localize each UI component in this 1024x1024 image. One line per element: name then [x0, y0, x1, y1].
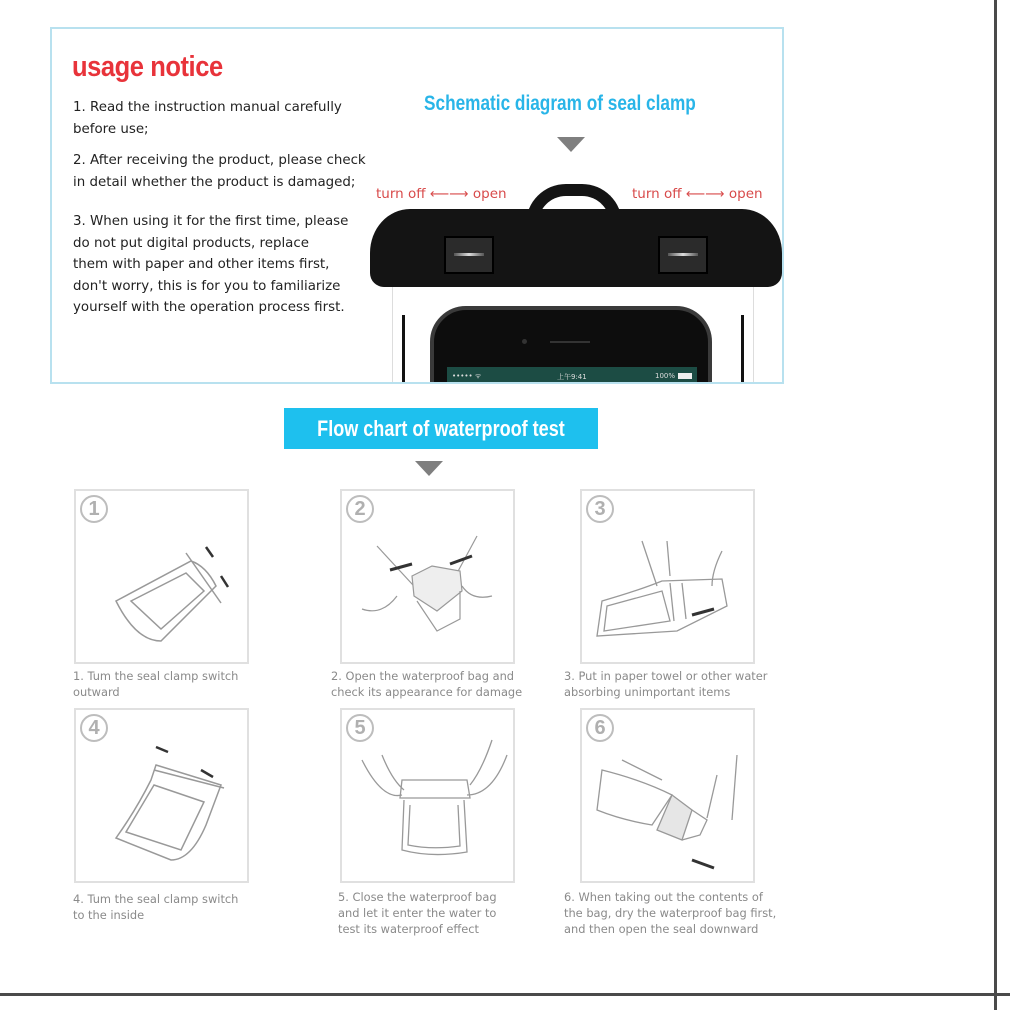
- caption-line: and then open the seal downward: [564, 922, 759, 936]
- caption-line: absorbing unimportant items: [564, 685, 731, 699]
- step-1-number: 1: [80, 495, 108, 523]
- phone-speaker: [550, 341, 590, 343]
- step-6-box: [580, 708, 755, 883]
- down-triangle-icon: [557, 137, 585, 152]
- caption-line: 4. Tum the seal clamp switch: [73, 892, 239, 906]
- notice-item-3-line2: do not put digital products, replace: [73, 235, 309, 251]
- pouch-tilted-icon: [76, 491, 251, 666]
- notice-item-3-line1: 3. When using it for the first time, please: [73, 214, 349, 229]
- usage-notice-title: usage notice: [72, 51, 223, 83]
- step-5-caption: [338, 889, 497, 937]
- seal-clamp-illustration: [370, 209, 782, 287]
- notice-item-1: [73, 97, 342, 140]
- flow-chart-title: Flow chart of waterproof test: [317, 415, 565, 441]
- open-bag-icon: [342, 491, 517, 666]
- open-label: open: [728, 186, 763, 202]
- pouch-seam-right: [741, 315, 744, 384]
- clamp-switch-left: [444, 236, 494, 274]
- step-4-caption: [73, 891, 238, 923]
- open-seal-icon: [582, 710, 757, 885]
- battery-icon: [678, 373, 692, 379]
- notice-item-1-line2: before use;: [73, 121, 149, 137]
- caption-line: 1. Tum the seal clamp switch: [73, 669, 239, 683]
- step-6-number: 6: [586, 714, 614, 742]
- step-3-number: 3: [586, 495, 614, 523]
- usage-notice-panel: [50, 27, 784, 384]
- page-border-right: [994, 0, 997, 1010]
- clamp-switch-right: [658, 236, 708, 274]
- pouch-tilted-icon: [76, 710, 251, 885]
- step-3-box: [580, 489, 755, 664]
- notice-item-2: [73, 150, 366, 193]
- notice-item-3: [73, 211, 348, 319]
- page-border-bottom: [0, 993, 1010, 996]
- step-2-box: [340, 489, 515, 664]
- step-3-caption: [564, 668, 767, 700]
- phone-camera: [522, 339, 527, 344]
- caption-line: 6. When taking out the contents of: [564, 890, 763, 904]
- step-1-box: [74, 489, 249, 664]
- caption-line: check its appearance for damage: [331, 685, 523, 699]
- phone-battery: 100%: [655, 372, 676, 380]
- notice-item-3-line5: yourself with the operation process first.: [73, 300, 345, 315]
- notice-item-2-line1: 2. After receiving the product, please check: [73, 153, 366, 168]
- step-2-number: 2: [346, 495, 374, 523]
- caption-line: 2. Open the waterproof bag and: [331, 669, 515, 683]
- turn-off-label: turn off: [632, 186, 682, 202]
- step-6-caption: [564, 889, 776, 937]
- clamp-direction-label-right: [632, 186, 763, 202]
- step-5-number: 5: [346, 714, 374, 742]
- caption-line: the bag, dry the waterproof bag first,: [564, 906, 777, 920]
- notice-item-1-line1: 1. Read the instruction manual carefully: [73, 100, 342, 115]
- caption-line: to the inside: [73, 908, 145, 922]
- double-arrow-icon: ⟵⟶: [685, 186, 725, 202]
- step-4-number: 4: [80, 714, 108, 742]
- pouch-seam-left: [402, 315, 405, 384]
- turn-off-label: turn off: [376, 186, 426, 202]
- flow-chart-banner: [284, 408, 598, 449]
- phone-time: 上午9:41: [557, 373, 587, 381]
- double-arrow-icon: ⟵⟶: [429, 186, 469, 202]
- insert-paper-icon: [582, 491, 757, 666]
- seal-clamp-title: Schematic diagram of seal clamp: [424, 92, 696, 115]
- caption-line: 3. Put in paper towel or other water: [564, 669, 768, 683]
- step-4-box: [74, 708, 249, 883]
- down-triangle-icon: [415, 461, 443, 476]
- notice-item-3-line3: them with paper and other items first,: [73, 257, 330, 272]
- caption-line: test its waterproof effect: [338, 922, 479, 936]
- step-2-caption: [331, 668, 522, 700]
- open-label: open: [472, 186, 507, 202]
- close-bag-icon: [342, 710, 517, 885]
- notice-item-3-line4: don't worry, this is for you to familiarize: [73, 278, 341, 294]
- notice-item-2-line2: in detail whether the product is damaged;: [73, 174, 356, 190]
- phone-signal: ••••• ᯤ: [452, 372, 482, 380]
- step-1-caption: [73, 668, 238, 700]
- caption-line: outward: [73, 685, 120, 699]
- step-5-box: [340, 708, 515, 883]
- clamp-direction-label-left: [376, 186, 507, 202]
- caption-line: and let it enter the water to: [338, 906, 497, 920]
- caption-line: 5. Close the waterproof bag: [338, 890, 497, 904]
